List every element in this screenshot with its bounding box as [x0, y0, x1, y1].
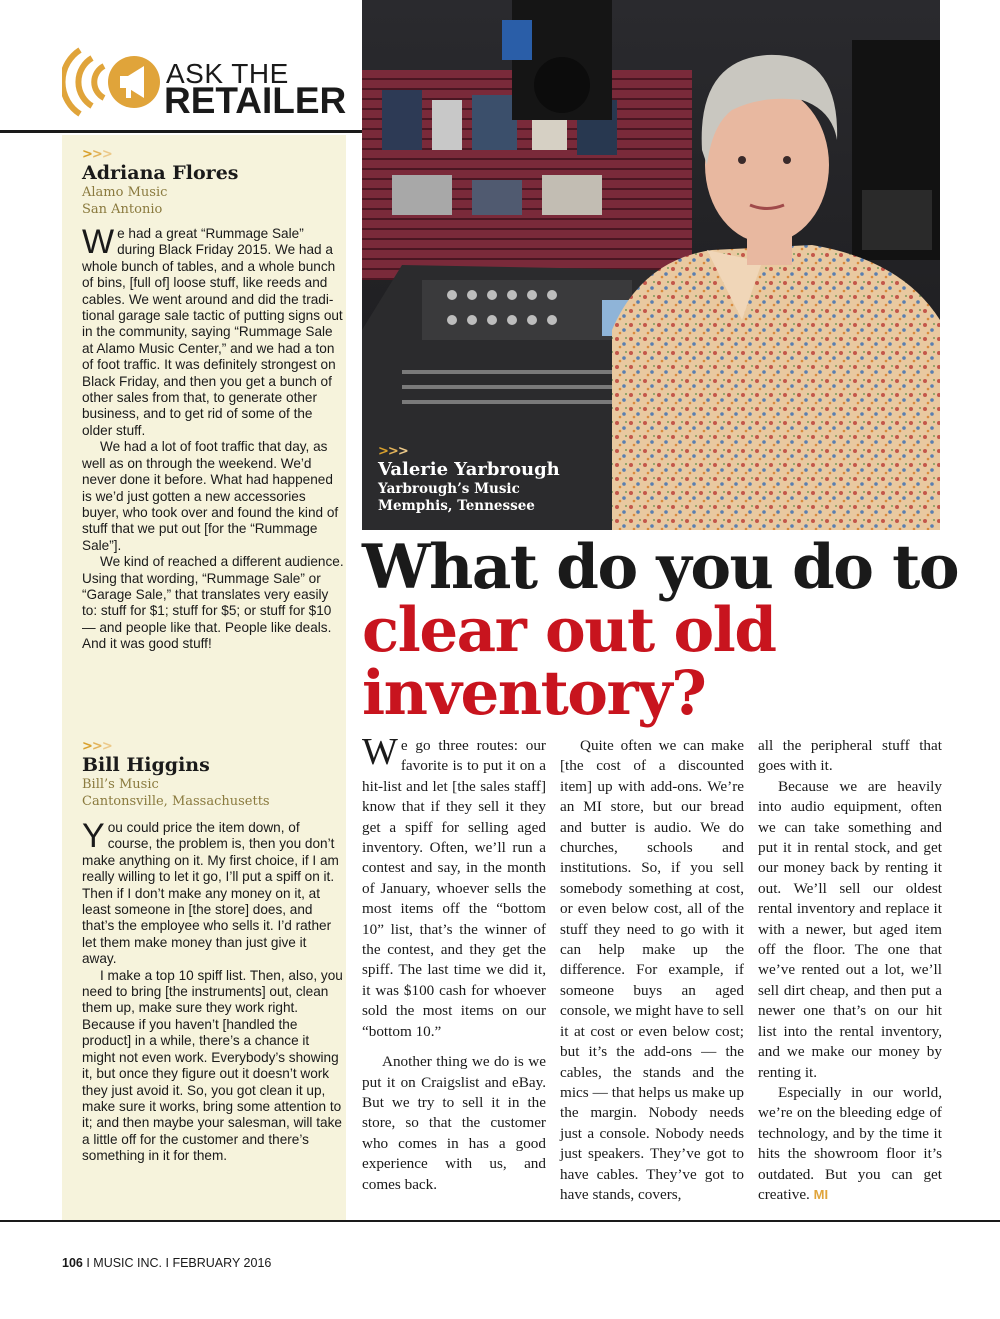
retailer-store: Bill’s Music: [82, 777, 159, 792]
sidebar: [62, 135, 346, 1220]
dropcap: Y: [82, 817, 105, 855]
dropcap: W: [82, 223, 115, 261]
caption-store: Yarbrough’s Music: [378, 481, 520, 497]
caption-location: Memphis, Tennessee: [378, 498, 535, 514]
article-paragraph: Another thing we do is we put it on Craigslist and eBay. But we try to sell it in the store, so that the customer who comes in has a good experience with us, and comes back.: [362, 1053, 546, 1193]
article-column-2: [560, 736, 744, 1205]
article-column-1: [362, 731, 546, 1195]
article-paragraph: Quite often we can make [the cost of a discounted item] up with add-ons. We’re an MI store, but our bread and butter is audio. We do churches, schools and institutions. So, if you sell somebody something at cost, or even below cost, all of the stuff they need to go with it can help make up the difference. For example, if someone buys an aged console, we might have to sell it at cost or even below cost; but it’s the add-ons — the cables, the stands and the mics — that helps us make up the margin. Nobody needs just a console. Nobody needs just speakers. They’ve got to have cables. They’ve got to have stands, covers,: [560, 737, 744, 1203]
article-paragraph: all the peripheral stuff that goes with it.: [758, 737, 942, 775]
retailer-location: San Antonio: [82, 202, 163, 217]
caption-name: Valerie Yarbrough: [378, 459, 560, 480]
end-mark: MI: [813, 1186, 829, 1202]
header-line1: ASK THE: [166, 58, 289, 89]
retailer-paragraph: We kind of reached a different audience. Using that wording, “Rummage Sale” or “Garage Sale,” that translates very easily to: stuff for $1; stuff for $5; or stuff for $10 — and people like that. People like deals. And it was good stuff!: [82, 554, 344, 652]
article-paragraph: Especially in our world, we’re on the bleeding edge of technology, and by the time it hits the showroom floor it’s outdated. But you can get creative. MI: [758, 1083, 942, 1203]
chevron-icon: >>>: [82, 739, 112, 754]
retailer-paragraph: We had a lot of foot traffic that day, as well as on through the weekend. We’d never done it before. What had happened is we’d just gotten a new accessories buyer, who took over and found the kind of stuff that we put out [for the “Rummage Sale”].: [82, 439, 339, 553]
headline-part2: clear out old inventory?: [362, 595, 776, 729]
headline-part1: What do you do to: [362, 532, 959, 603]
retailer-paragraph: I make a top 10 spiff list. Then, also, you need to bring [the instruments] out, clean them up, make sure they work right. Because if you haven’t [handled the product] in a while, there’s a chance it might not even work. Everybody’s showing it, but once they figure out it doesn’t work they just avoid it. So, you got clean it up, make sure it works, bring some attention to it; and then maybe your salesman, will take a little off for the customer and there’s something in it for them.: [82, 967, 343, 1164]
retailer-block-1: [82, 147, 344, 653]
header-line2: RETAILER: [164, 80, 347, 121]
retailer-name: Bill Higgins: [82, 754, 210, 776]
article-column-3: [758, 736, 942, 1205]
article-paragraph: We go three routes: our favorite is to put it on a hit-list and let [the sales staff] know that if they sell it they get a spiff for selling aged inventory. Often, we’ll run a contest and say, in the month of January, whoever sells the most items off the “bottom 10” list, that’s the winner of the contest, and they get the spiff. The last time we did it, it was $100 cash for whoever sold the most items on our “bottom 10.”: [362, 731, 546, 1040]
headline: [362, 532, 962, 729]
header-rule: [0, 130, 362, 133]
megaphone-icon: [62, 42, 162, 122]
retailer-location: Cantonsville, Massachusetts: [82, 794, 270, 809]
footer-rule: [0, 1220, 1000, 1222]
photo-caption: [378, 444, 560, 515]
retailer-name: Adriana Flores: [82, 162, 239, 184]
dropcap: W: [362, 731, 398, 773]
chevron-icon: >>>: [82, 147, 112, 162]
retailer-paragraph: You could price the item down, of course, the problem is, then you don’t make anything on it. My first choice, if I am really willing to let it go, I’ll put a spiff on it. Then if I don’t make any money on it, at least someone in [the store] does, and that’s the employee who sells it. I’d rather let them make money than just give it away.: [82, 817, 339, 967]
chevron-icon: >>>: [378, 444, 408, 459]
footer-text: I MUSIC INC. I FEBRUARY 2016: [82, 1256, 272, 1270]
page-number: 106: [62, 1256, 83, 1270]
article-paragraph: Because we are heavily into audio equipment, often we can take something and put it in rental stock, and get our money back by renting it out. We’ll sell our oldest rental inventory and replace it with a newer, but aged item off the floor. The one that we’ve rented out a lot, we’ll sell dirt cheap, and then put a newer one that’s on our hit list into the rental inventory, and we make our money by renting it.: [758, 777, 942, 1081]
retailer-paragraph: We had a great “Rummage Sale” during Black Friday 2015. We had a whole bunch of tables, and a whole bunch of bins, [full of] loose stuff, like reeds and cables. We went around and did the traditional garage sale tactic of putting signs out in the community, saying “Rummage Sale at Alamo Music Center,” and we had a ton of foot traffic. It was definitely strongest on Black Friday, and then you get a bunch of other sales from that, to generate other business, and to get rid of some of the older stuff.: [82, 223, 343, 438]
retailer-store: Alamo Music: [82, 185, 168, 200]
page-footer: [62, 1256, 271, 1270]
retailer-block-2: [82, 739, 344, 1165]
